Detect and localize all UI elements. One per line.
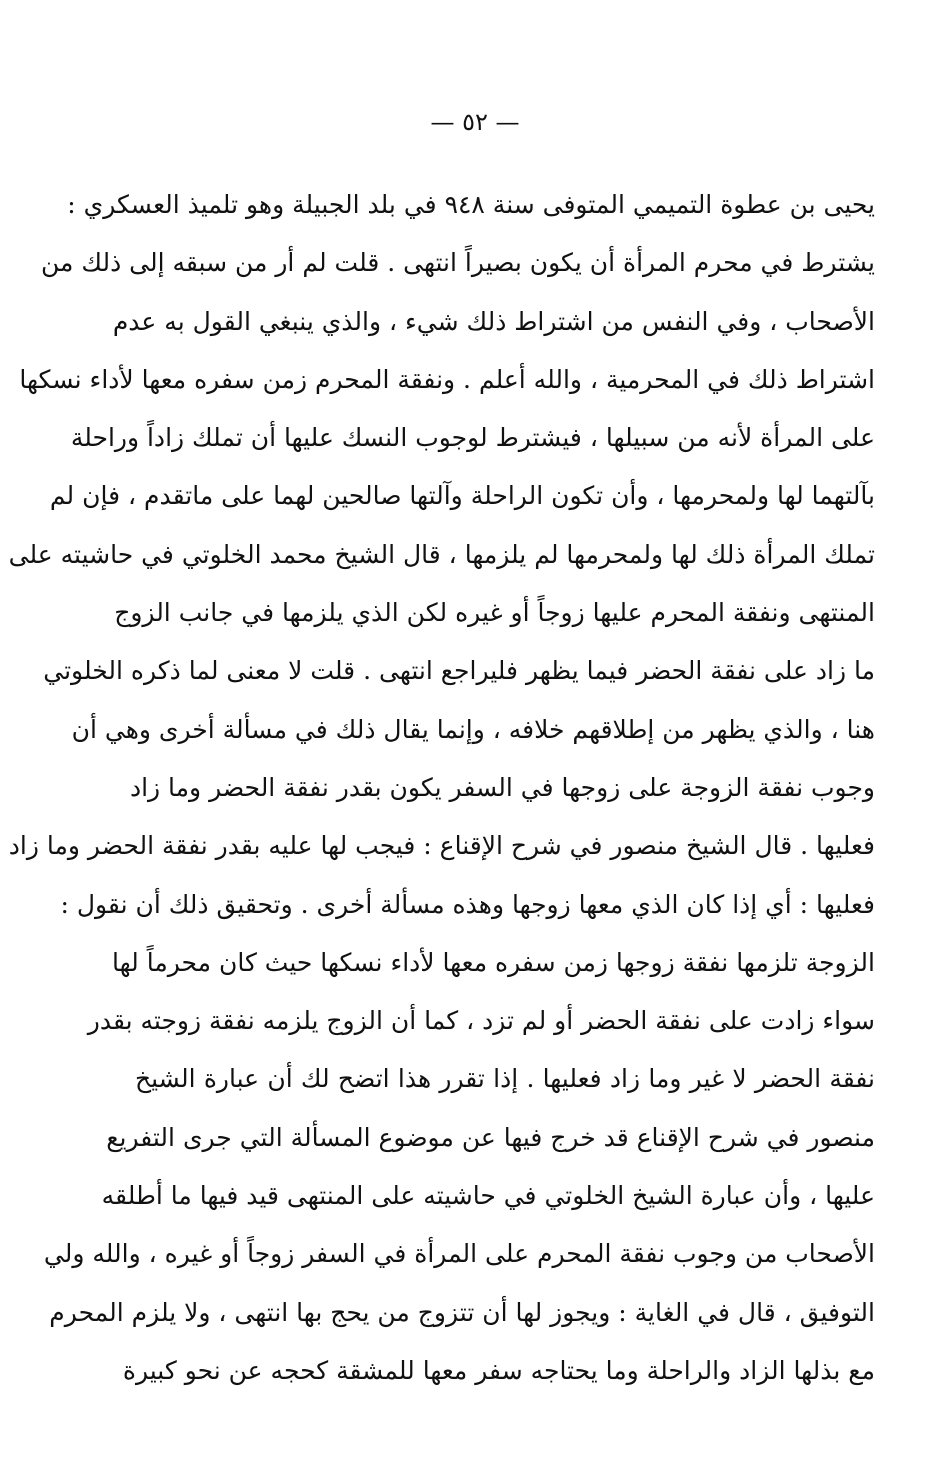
text-line: منصور في شرح الإقناع قد خرج فيها عن موضوع المسألة التي جرى التفريع <box>106 1122 875 1152</box>
text-line: اشتراط ذلك في المحرمية ، والله أعلم . ونفقة المحرم زمن سفره معها لأداء نسكها <box>19 364 875 394</box>
text-line: ما زاد على نفقة الحضر فيما يظهر فليراجع انتهى . قلت لا معنى لما ذكره الخلوتي <box>43 656 875 686</box>
text-line: الزوجة تلزمها نفقة زوجها زمن سفره معها لأداء نسكها حيث كان محرماً لها <box>112 947 875 977</box>
text-line: سواء زادت على نفقة الحضر أو لم تزد ، كما أن الزوج يلزمه نفقة زوجته بقدر <box>87 1006 875 1036</box>
text-line: هنا ، والذي يظهر من إطلاقهم خلافه ، وإنما يقال ذلك في مسألة أخرى وهي أن <box>71 714 875 744</box>
text-line: نفقة الحضر لا غير وما زاد فعليها . إذا تقرر هذا اتضح لك أن عبارة الشيخ <box>135 1064 875 1094</box>
text-line: يشترط في محرم المرأة أن يكون بصيراً انتهى . قلت لم أر من سبقه إلى ذلك من <box>41 248 875 278</box>
page-number: — ٥٢ — <box>430 108 520 136</box>
text-line: فعليها : أي إذا كان الذي معها زوجها وهذه مسألة أخرى . وتحقيق ذلك أن نقول : <box>60 889 875 919</box>
text-line: مع بذلها الزاد والراحلة وما يحتاجه سفر معها للمشقة كحجه عن نحو كبيرة <box>122 1355 875 1385</box>
text-line: المنتهى ونفقة المحرم عليها زوجاً أو غيره لكن الذي يلزمها في جانب الزوج <box>114 598 875 628</box>
text-line: الأصحاب ، وفي النفس من اشتراط ذلك شيء ، والذي ينبغي القول به عدم <box>112 306 875 336</box>
text-line: فعليها . قال الشيخ منصور في شرح الإقناع : فيجب لها عليه بقدر نفقة الحضر وما زاد <box>8 831 875 861</box>
text-line: عليها ، وأن عبارة الشيخ الخلوتي في حاشيته على المنتهى قيد فيها ما أطلقه <box>101 1181 875 1211</box>
text-line: الأصحاب من وجوب نفقة المحرم على المرأة في السفر زوجاً أو غيره ، والله ولي <box>43 1239 875 1269</box>
body-text <box>8 176 875 1400</box>
text-line: بآلتهما لها ولمحرمها ، وأن تكون الراحلة وآلتها صالحين لهما على ماتقدم ، فإن لم <box>49 481 875 511</box>
text-line: التوفيق ، قال في الغاية : ويجوز لها أن تتزوج من يحج بها انتهى ، ولا يلزم المحرم <box>49 1297 875 1327</box>
text-line: تملك المرأة ذلك لها ولمحرمها لم يلزمها ، قال الشيخ محمد الخلوتي في حاشيته على <box>8 539 875 569</box>
text-line: على المرأة لأنه من سبيلها ، فيشترط لوجوب النسك عليها أن تملك زاداً وراحلة <box>70 423 875 453</box>
text-line: يحيى بن عطوة التميمي المتوفى سنة ٩٤٨ في بلد الجبيلة وهو تلميذ العسكري : <box>67 190 875 219</box>
text-line: وجوب نفقة الزوجة على زوجها في السفر يكون بقدر نفقة الحضر وما زاد <box>129 772 875 802</box>
